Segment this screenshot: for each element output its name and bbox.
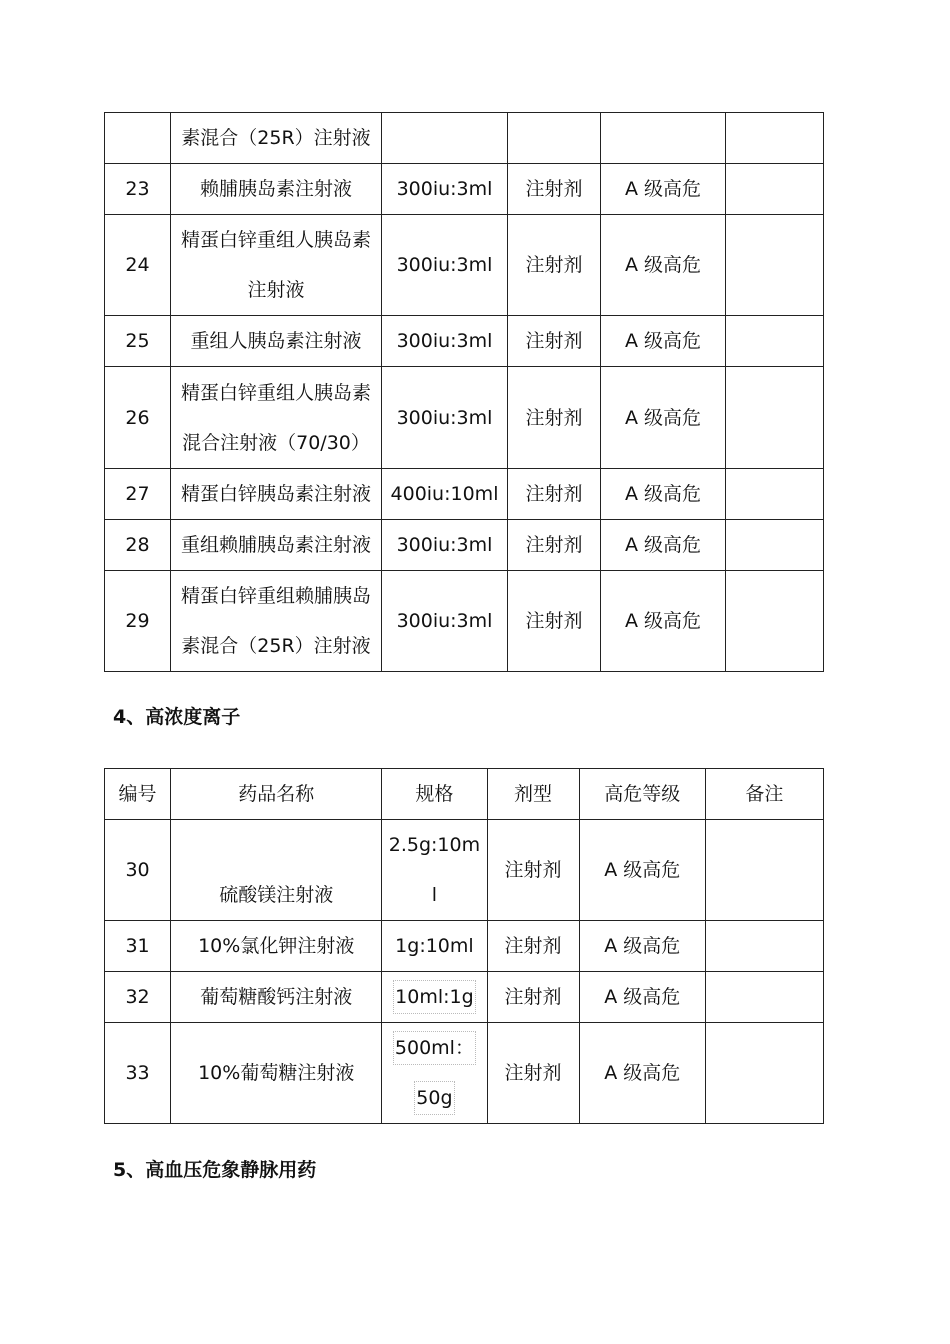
header-no: 编号 — [105, 769, 171, 820]
drug-table-continued — [104, 112, 824, 672]
cell-note — [705, 972, 823, 1023]
cell-drug-name: 重组人胰岛素注射液 — [171, 316, 382, 367]
table-row — [105, 571, 824, 672]
cell-spec: 1g:10ml — [382, 921, 487, 972]
cell-form: 注射剂 — [487, 1023, 579, 1124]
table-row — [105, 469, 824, 520]
cell-spec: 300iu:3ml — [382, 367, 508, 469]
header-drug-name: 药品名称 — [171, 769, 382, 820]
cell-form: 注射剂 — [508, 571, 601, 672]
cell-no: 32 — [105, 972, 171, 1023]
cell-drug-name: 素混合（25R）注射液 — [171, 113, 382, 164]
cell-level: A 级高危 — [601, 316, 726, 367]
cell-spec: 300iu:3ml — [382, 520, 508, 571]
cell-no: 33 — [105, 1023, 171, 1124]
cell-drug-name: 精蛋白锌重组人胰岛素 注射液 — [171, 215, 382, 316]
cell-no: 26 — [105, 367, 171, 469]
cell-no: 30 — [105, 820, 171, 921]
cell-no: 23 — [105, 164, 171, 215]
table-row — [105, 316, 824, 367]
cell-note — [705, 820, 823, 921]
cell-form: 注射剂 — [508, 367, 601, 469]
table-row — [105, 921, 824, 972]
section-heading-hypertensive-crisis-iv-drugs: 5、高血压危象静脉用药 — [113, 1159, 317, 1181]
cell-note — [726, 469, 824, 520]
cell-note — [726, 113, 824, 164]
cell-drug-name: 葡萄糖酸钙注射液 — [171, 972, 382, 1023]
header-spec: 规格 — [382, 769, 487, 820]
cell-form: 注射剂 — [487, 972, 579, 1023]
section-heading-high-concentration-ions: 4、高浓度离子 — [113, 706, 241, 728]
cell-drug-name: 精蛋白锌重组赖脯胰岛 素混合（25R）注射液 — [171, 571, 382, 672]
cell-drug-name: 硫酸镁注射液 — [171, 820, 382, 921]
cell-no: 29 — [105, 571, 171, 672]
header-form: 剂型 — [487, 769, 579, 820]
table-row — [105, 1023, 824, 1124]
cell-spec: 300iu:3ml — [382, 316, 508, 367]
cell-level: A 级高危 — [601, 520, 726, 571]
drug-table-ions — [104, 768, 824, 1124]
cell-note — [705, 921, 823, 972]
cell-level: A 级高危 — [579, 1023, 705, 1124]
cell-level: A 级高危 — [579, 972, 705, 1023]
cell-no: 28 — [105, 520, 171, 571]
cell-level: A 级高危 — [601, 571, 726, 672]
cell-level — [601, 113, 726, 164]
cell-note — [726, 571, 824, 672]
cell-no: 24 — [105, 215, 171, 316]
table-row — [105, 820, 824, 921]
cell-drug-name: 重组赖脯胰岛素注射液 — [171, 520, 382, 571]
cell-level: A 级高危 — [601, 164, 726, 215]
cell-spec: 500ml： 50g — [382, 1023, 487, 1124]
cell-note — [726, 215, 824, 316]
cell-form: 注射剂 — [508, 164, 601, 215]
cell-level: A 级高危 — [579, 820, 705, 921]
table-row — [105, 367, 824, 469]
cell-note — [726, 164, 824, 215]
cell-form: 注射剂 — [487, 921, 579, 972]
cell-note — [726, 367, 824, 469]
cell-spec: 2.5g:10m l — [382, 820, 487, 921]
cell-no: 25 — [105, 316, 171, 367]
cell-drug-name: 赖脯胰岛素注射液 — [171, 164, 382, 215]
cell-no: 27 — [105, 469, 171, 520]
table-row — [105, 164, 824, 215]
cell-drug-name: 精蛋白锌胰岛素注射液 — [171, 469, 382, 520]
cell-note — [726, 316, 824, 367]
cell-drug-name: 10%氯化钾注射液 — [171, 921, 382, 972]
cell-level: A 级高危 — [601, 367, 726, 469]
cell-level: A 级高危 — [601, 469, 726, 520]
table-header-row — [105, 769, 824, 820]
cell-spec: 300iu:3ml — [382, 571, 508, 672]
cell-level: A 级高危 — [601, 215, 726, 316]
cell-form: 注射剂 — [487, 820, 579, 921]
cell-note — [726, 520, 824, 571]
cell-spec: 300iu:3ml — [382, 215, 508, 316]
cell-form — [508, 113, 601, 164]
cell-form: 注射剂 — [508, 215, 601, 316]
table-row — [105, 972, 824, 1023]
table-row — [105, 215, 824, 316]
cell-spec: 300iu:3ml — [382, 164, 508, 215]
cell-spec — [382, 113, 508, 164]
cell-drug-name: 精蛋白锌重组人胰岛素 混合注射液（70/30） — [171, 367, 382, 469]
cell-note — [705, 1023, 823, 1124]
header-level: 高危等级 — [579, 769, 705, 820]
cell-no — [105, 113, 171, 164]
cell-no: 31 — [105, 921, 171, 972]
header-note: 备注 — [705, 769, 823, 820]
cell-form: 注射剂 — [508, 520, 601, 571]
table-row — [105, 113, 824, 164]
cell-spec: 10ml:1g — [382, 972, 487, 1023]
cell-level: A 级高危 — [579, 921, 705, 972]
cell-spec: 400iu:10ml — [382, 469, 508, 520]
table-row — [105, 520, 824, 571]
cell-drug-name: 10%葡萄糖注射液 — [171, 1023, 382, 1124]
cell-form: 注射剂 — [508, 469, 601, 520]
cell-form: 注射剂 — [508, 316, 601, 367]
